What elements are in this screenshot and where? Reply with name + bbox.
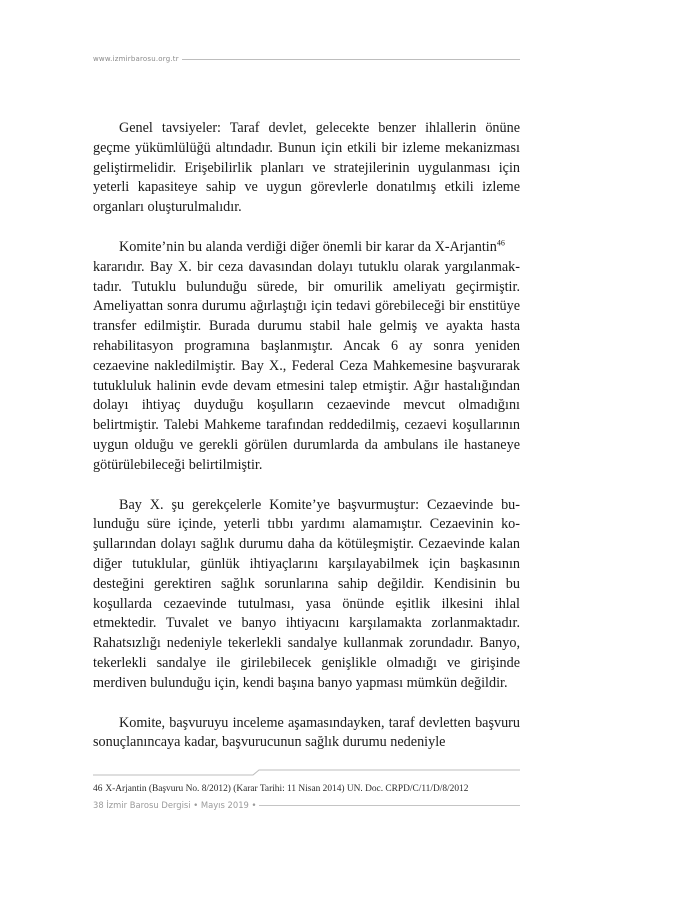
footnote-number: 46 xyxy=(93,784,103,794)
running-header xyxy=(93,52,520,66)
paragraph-2 xyxy=(93,238,520,476)
footnote xyxy=(93,782,520,796)
footer-page-info: 38 İzmir Barosu Dergisi • Mayıs 2019 • xyxy=(93,798,259,812)
footnote-separator xyxy=(93,768,520,778)
paragraph-4: Komite, başvuruyu inceleme aşamasındayken, taraf devletten başvuru sonuçlanıncaya kadar, başvurucunun sağlık durumu nedeniyle xyxy=(93,714,520,751)
paragraph-2-rest: kararıdır. Bay X. bir ceza davasından dolayı tutuklu olarak yargılanmaktadır. Tutuklu bulunduğu sürede, bir omurilik ameliyatı geçirmiştir. Ameliyattan sonra durumu ağırlaştığı için tedavi görebileceği bir enstitüye transfer edilmiştir. Burada durumu stabil hale gelmiş ve ayakta hasta rehabilitasyon programına başlanmıştır. Ancak 6 ay sonra yeniden cezaevine nakledilmiştir. Bay X., Federal Ceza Mahkemesine başvurarak tutukluluk halinin evde devam etmesini talep etmiştir. Ağır hastalığından dolayı ihtiyaç duyduğu koşulların cezaevinde mevcut olmadığını belirtmiştir. Talebi Mahkeme tarafından reddedilmiş, cezaevi koşullarının uygun olduğu ve gerekli görülen durumlarda da ambulans ile hastaneye götürülebileceği belirtilmiştir. xyxy=(93,258,520,473)
footnote-text: X-Arjantin (Başvuru No. 8/2012) (Karar Tarihi: 11 Nisan 2014) UN. Doc. CRPD/C/11/D/8/2012 xyxy=(105,784,469,794)
paragraph-2-lead: Komite’nin bu alanda verdiği diğer önemli bir karar da X-Arjantin xyxy=(119,238,497,255)
article-body xyxy=(93,119,520,773)
footnote-reference[interactable]: 46 xyxy=(496,238,505,248)
paragraph-3: Bay X. şu gerekçelerle Komite’ye başvurmuştur: Cezaevinde bulunduğu süre içinde, yeterli tıbbı yardımı alamamıştır. Cezaevinin koşullarından dolayı sağlık durumu daha da kötüleşmiştir. Cezaevinde kalan diğer tutuklular, günlük ihtiyaçlarını karşılayabilmek için başkasının desteğini gerektiren sağlık sorunlarına sahip değildir. Kendisinin bu koşullarda cezaevinde tutulması, yasa önünde eşitlik ilkesini ihlal etmektedir. Tuvalet ve banyo ihtiyacını karşılamakta zorlanmaktadır. Rahatsızlığı nedeniyle tekerlekli sandalye kullanmak zorundadır. Banyo, tekerlekli sandalye ile girilebilecek genişlikle olmadığı ve girişinde merdiven bulunduğu için, kendi başına banyo yapması mümkün değildir. xyxy=(93,496,520,691)
running-footer xyxy=(93,798,520,812)
header-url: www.izmirbarosu.org.tr xyxy=(93,52,182,66)
paragraph-1: Genel tavsiyeler: Taraf devlet, gelecekte benzer ihlallerin önüne geçme yükümlülüğü altındadır. Bunun için etkili bir izleme mekanizması geliştirmelidir. Erişebilirlik planları ve stratejilerinin uygulanması için yeterli kapasiteye sahip ve uygun görevlerle donatılmış etkili izleme organları oluşturulmalıdır. xyxy=(93,120,520,216)
